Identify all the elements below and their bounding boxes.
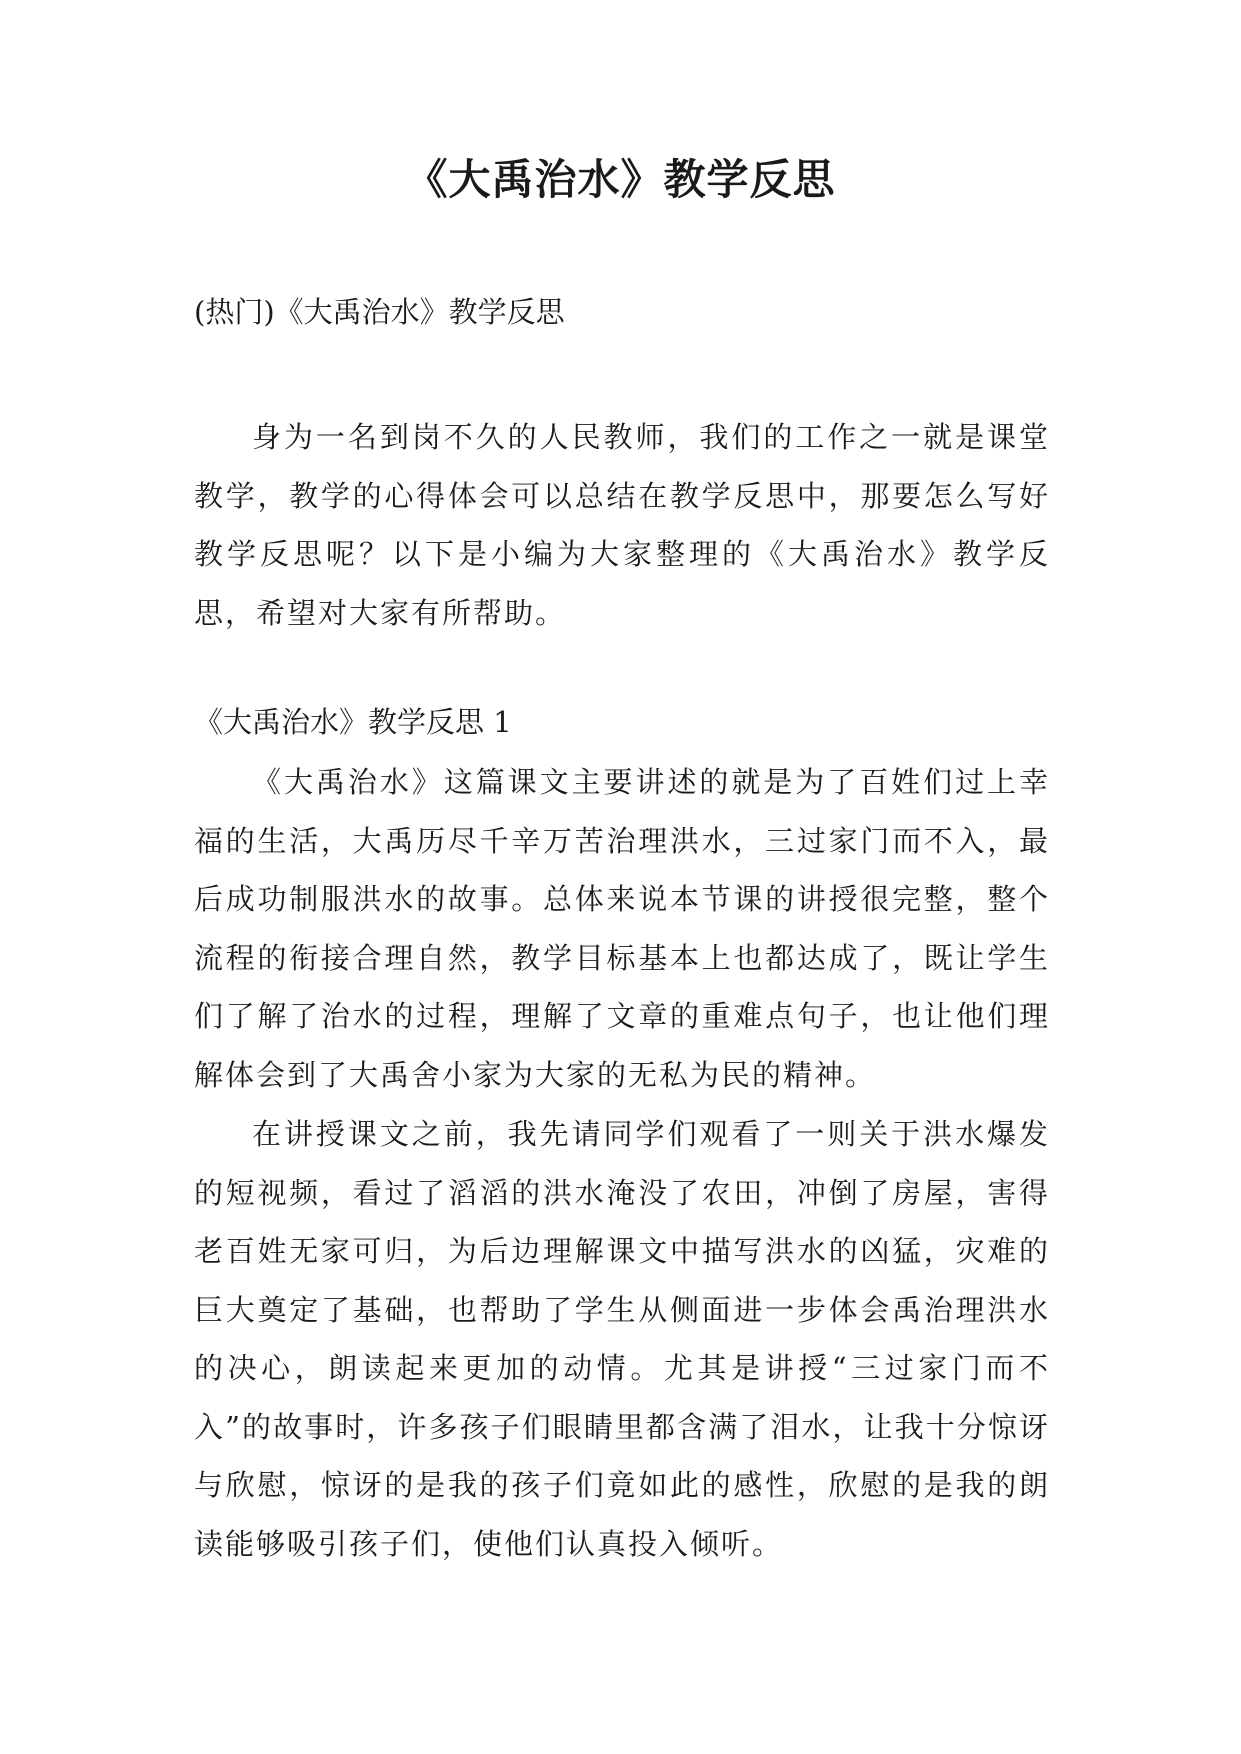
body-paragraph-2: 在讲授课文之前，我先请同学们观看了一则关于洪水爆发的短视频，看过了滔滔的洪水淹没了农田，冲倒了房屋，害得老百姓无家可归，为后边理解课文中描写洪水的凶猛，灾难的巨大奠定了基础，也帮助了学生从侧面进一步体会禹治理洪水的决心，朗读起来更加的动情。尤其是讲授“三过家门而不入”的故事时，许多孩子们眼睛里都含满了泪水，让我十分惊讶与欣慰，惊讶的是我的孩子们竟如此的感性，欣慰的是我的朗读能够吸引孩子们，使他们认真投入倾听。 xyxy=(194,1117,1050,1561)
intro-paragraph: 身为一名到岗不久的人民教师，我们的工作之一就是课堂教学，教学的心得体会可以总结在教学反思中，那要怎么写好教学反思呢？以下是小编为大家整理的《大禹治水》教学反思，希望对大家有所帮助。 xyxy=(194,420,1050,630)
body-paragraph-1: 《大禹治水》这篇课文主要讲述的就是为了百姓们过上幸福的生活，大禹历尽千辛万苦治理洪水，三过家门而不入，最后成功制服洪水的故事。总体来说本节课的讲授很完整，整个流程的衔接合理自然，教学目标基本上也都达成了，既让学生们了解了治水的过程，理解了文章的重难点句子，也让他们理解体会到了大禹舍小家为大家的无私为民的精神。 xyxy=(194,765,1050,1092)
document-title: 《大禹治水》教学反思 xyxy=(405,155,836,204)
document-subtitle: (热门)《大禹治水》教学反思 xyxy=(194,295,565,329)
section-heading: 《大禹治水》教学反思 1 xyxy=(194,705,512,739)
